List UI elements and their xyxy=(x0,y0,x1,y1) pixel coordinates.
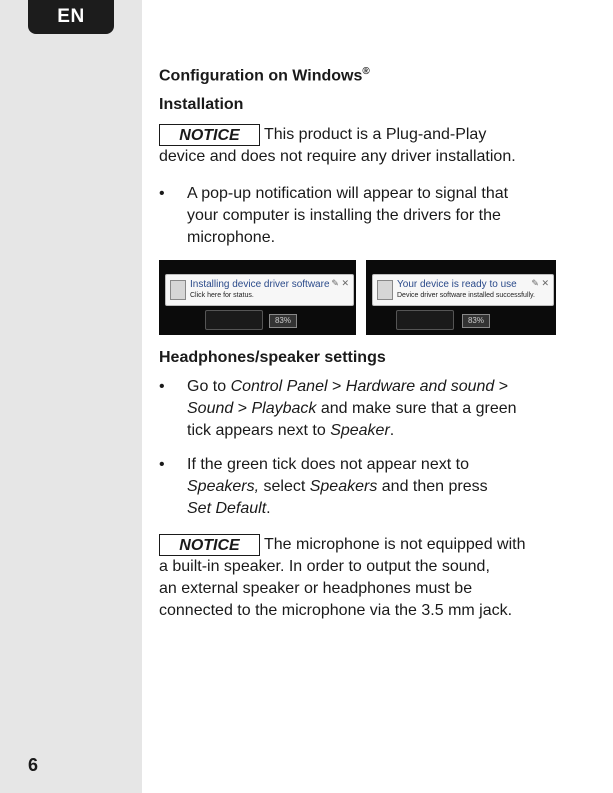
close-icon: ✎ ✕ xyxy=(331,278,349,288)
screenshot-ready xyxy=(366,260,556,335)
notice-label: NOTICE xyxy=(159,124,260,146)
bullet-dot: • xyxy=(159,185,165,202)
taskbar-tray xyxy=(205,310,263,330)
bullet-dot: • xyxy=(159,378,165,395)
bullet-popup: • A pop-up notification will appear to signal that your computer is installing the drivers for the microphone. xyxy=(159,185,509,246)
page-number: 6 xyxy=(28,755,39,775)
battery-indicator: 83% xyxy=(462,314,490,328)
notice-paragraph-2: NOTICE The microphone is not equipped with a built-in speaker. In order to output the sound, an external speaker or headphones must be connected to the microphone via the 3.5 mm jack. xyxy=(159,536,526,619)
notice-paragraph-1: NOTICE This product is a Plug-and-Play device and does not require any driver installation. xyxy=(159,126,516,165)
bullet-dot: • xyxy=(159,456,165,473)
close-icon: ✎ ✕ xyxy=(531,278,549,288)
heading-configuration: Configuration on Windows® xyxy=(159,66,370,85)
taskbar-tray xyxy=(396,310,454,330)
device-icon xyxy=(170,280,186,300)
heading-installation: Installation xyxy=(159,96,244,113)
screenshot-installing xyxy=(159,260,356,335)
battery-indicator: 83% xyxy=(269,314,297,328)
bullet-set-default: • If the green tick does not appear next to Speakers, select Speakers and then press Set Default. xyxy=(159,456,488,517)
device-icon xyxy=(377,280,393,300)
language-tab: EN xyxy=(28,0,114,34)
notice-label: NOTICE xyxy=(159,534,260,556)
notification-balloon: Installing device driver software Click here for status. ✎ ✕ xyxy=(165,274,354,306)
bullet-control-panel: • Go to Control Panel > Hardware and sound > Sound > Playback and make sure that a green tick appears next to Speaker. xyxy=(159,378,517,439)
heading-headphones: Headphones/speaker settings xyxy=(159,349,386,366)
sidebar xyxy=(0,0,142,793)
notification-balloon: Your device is ready to use Device driver software installed successfully. ✎ ✕ xyxy=(372,274,554,306)
